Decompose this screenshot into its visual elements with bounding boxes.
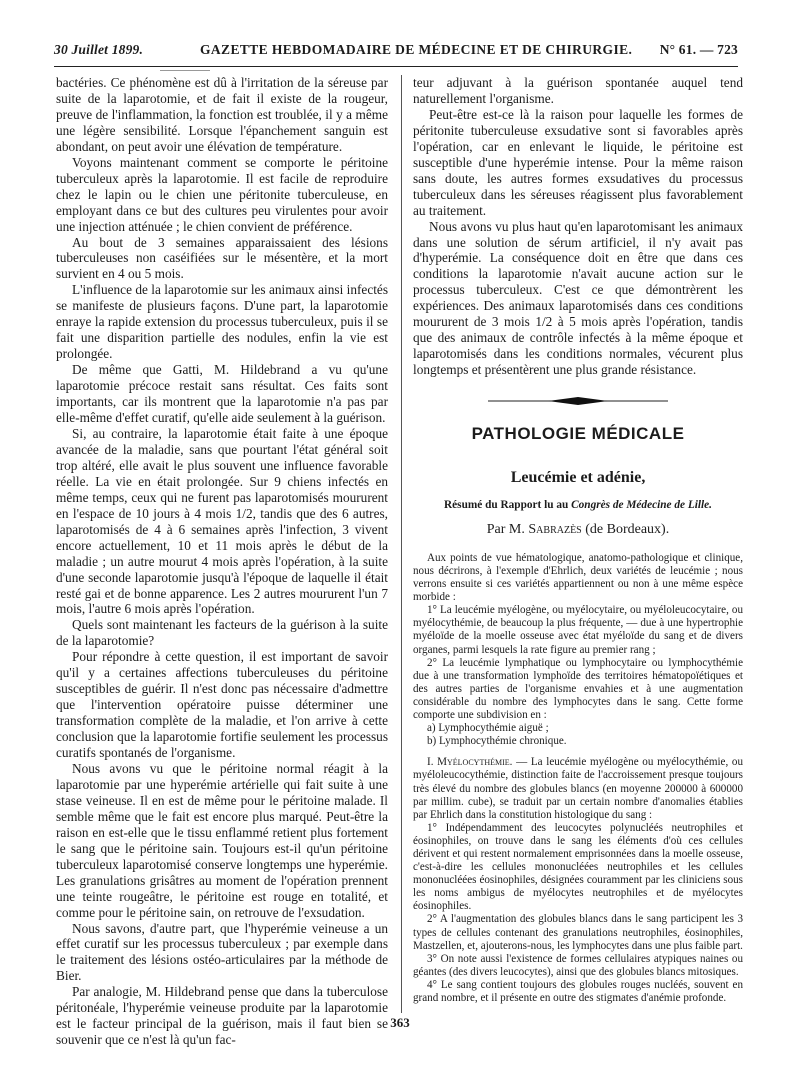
- paragraph: Nous savons, d'autre part, que l'hyperémie veineuse a un effet curatif sur les processus tuberculeux ; par exemple dans le traitement des lésions ostéo-articulaires par la méthode de Bier.: [56, 920, 388, 984]
- paragraph: De même que Gatti, M. Hildebrand a vu qu'une laparotomie précoce restait sans résultat. Ces faits sont importants, car ils montrent que la laparotomie n'a pas par elle-même d'effet curatif, qu'elle aide seulement à la guérison.: [56, 362, 388, 426]
- right-column: [413, 75, 743, 1013]
- running-header: [54, 42, 738, 62]
- journal-title: GAZETTE HEBDOMADAIRE DE MÉDECINE ET DE CHIRURGIE.: [200, 42, 633, 57]
- list-item: 1° La leucémie myélogène, ou myélocytaire, ou myéloleucocytaire, ou myélocythémie, de beaucoup la plus fréquente, — due à une hypertrophie myéloïde de la moelle osseuse avec état myéloïde du sang et de divers organes, parmi lesquels la rate figure au premier rang ;: [413, 604, 743, 656]
- list-item: 2° La leucémie lymphatique ou lymphocytaire ou lymphocythémie due à une transformation lymphoïde des territoires hématopoïétiques et des autres parties de l'organisme envahies et à une augmentation considérable du nombre des lymphocytes dans le sang. Cette forme comporte une subdivision en :: [413, 656, 743, 722]
- paragraph: teur adjuvant à la guérison spontanée auquel tend naturellement l'organisme.: [413, 75, 743, 106]
- list-item: 4° Le sang contient toujours des globules rouges nucléés, souvent en grand nombre, et il présente en outre des stigmates d'anémie profonde.: [413, 978, 743, 1005]
- paragraph: Nous avons vu plus haut qu'en laparotomisant les animaux dans une solution de sérum artificiel, il n'y avait pas d'hyperémie. La conséquence doit en être que dans ces conditions la laparotomie n'avait aucune action sur le processus tuberculeux. C'est ce que démontrèrent les expériences. Des animaux laparotomisés dans ces conditions moururent de 3 mois 1/2 à 5 mois après l'opération, tandis que des animaux de contrôle infectés à la même époque et laparotomisés dans les conditions normales, vécurent plus longtemps et présentèrent une plus grande résistance.: [413, 218, 743, 378]
- article-title: Leucémie et adénie,: [510, 469, 646, 487]
- paragraph: Peut-être est-ce là la raison pour laquelle les formes de péritonite tuberculeuse exsudative sont si favorables après l'opération, car en enlevant le liquide, le péritoine est susceptible d'une hyperémie intense. Pour la même raison sans doute, les autres formes exsudatives du processus tuberculeux dans les séreuses réagissent plus favorablement au traitement.: [413, 106, 743, 218]
- header-rule: [54, 66, 738, 67]
- article-body: [413, 552, 743, 1005]
- column-divider: [401, 75, 402, 1013]
- article-author: Par M. Sabrazès (de Bordeaux).: [486, 521, 670, 537]
- page-number: 363: [390, 1015, 410, 1030]
- list-item: 2° A l'augmentation des globules blancs dans le sang participent les 3 types de cellules contenant des granulations neutrophiles, éosinophiles, Mastzellen, et, ajouterons-nous, les lymphocytes dans une plus faible part.: [413, 913, 743, 952]
- paragraph: Pour répondre à cette question, il est important de savoir qu'il y a certaines affections tuberculeuses du péritoine susceptibles de guérir. Il n'est donc pas nécessaire d'admettre que l'intervention opératoire puisse déterminer une transformation complète de la maladie, et l'on arrive à cette conclusion que la laparotomie fortifie seulement les processus curatifs spontanés de l'organisme.: [56, 649, 388, 761]
- paragraph: Si, au contraire, la laparotomie était faite à une époque avancée de la maladie, sans que pourtant l'état général soit trop altéré, elle avait le plus souvent une influence favorable réelle. La vie en était prolongée. Sur 9 chiens infectés en même temps, ceux qui ne furent pas laparotomisés moururent en l'espace de 10 jours à 4 mois 1/2, tandis que des 6 autres, laparotomisés de 4 à 6 semaines après l'infection, 3 vivent encore actuellement, 10 et 11 mois après le début de la maladie ; un autre mourut 4 mois après l'opération, à la suite d'une seconde laparotomie jusqu'à l'époque de laquelle il était resté gai et de bonne apparence. Les 2 autres moururent l'un 7 mois, l'autre 6 mois après l'opération.: [56, 425, 388, 617]
- header-underline: [160, 70, 210, 71]
- paragraph: Nous avons vu que le péritoine normal réagit à la laparotomie par une hyperémie artérielle qui fait suite à une stase veineuse. Il en est de même pour le péritoine malade. Il semble même que le fait est encore plus marqué. Peut-être la raison en est-elle que le tissu enflammé retient plus fortement le sang que le péritoine sain. Toujours est-il qu'un péritoine tuberculeux laparotomisé conserve longtemps une hyperémie. Les granulations grisâtres au moment de l'opération prennent une teinte rougeâtre, le péritoine est rouge en totalité, et comme pour le péritoine sain, on retrouve de l'exsudation.: [56, 760, 388, 920]
- section-separator-ornament: [488, 394, 668, 408]
- paragraph: Au bout de 3 semaines apparaissaient des lésions tuberculeuses non caséifiées sur le mésentère, et la mort survient en 4 ou 5 mois.: [56, 234, 388, 282]
- left-column: [56, 75, 388, 1048]
- article-subtitle: Résumé du Rapport lu au Congrès de Médecine de Lille.: [444, 499, 712, 512]
- list-item: 3° On note aussi l'existence de formes cellulaires atypiques naines ou géantes (des divers leucocytes), ainsi que des globules blancs mitosiques.: [413, 952, 743, 978]
- paragraph: I. Myélocythémie. — La leucémie myélogène ou myélocythémie, ou myéloleucocythémie, distinction faite de l'accroissement presque toujours très élevé du nombre des globules blancs (en moyenne 200000 à 600000 par millim. cube), se traduit par un certain nombre d'anomalies établies par Ehrlich dans la constitution histologique du sang :: [413, 756, 743, 821]
- list-item: a) Lymphocythémie aiguë ;: [427, 722, 549, 735]
- list-item: 1° Indépendamment des leucocytes polynucléés neutrophiles et éosinophiles, on trouve dans le sang les éléments d'où ces cellules dérivent et qui restent normalement emprisonnées dans la moelle osseuse, c'est-à-dire les cellules mononucléées neutrophiles et les cellules mononucléées éosinophiles, désignées couramment par les cliniciens sous les noms ambigus de myélocytes neutrophiles et de myélocytes éosinophiles.: [413, 821, 743, 913]
- paragraph: bactéries. Ce phénomène est dû à l'irritation de la séreuse par suite de la laparotomie, et de fait il existe de la rougeur, preuve de l'inflammation, la fonction est troublée, il y a même une légère sensibilité. Lorsque l'épanchement sanguin est abondant, on peut avoir une élévation de température.: [56, 75, 388, 154]
- issue-date: 30 Juillet 1899.: [54, 42, 144, 57]
- paragraph: L'influence de la laparotomie sur les animaux ainsi infectés se manifeste de plusieurs façons. D'une part, la laparotomie enraye la rapide extension du processus tuberculeux, puis il se fait une disparition partielle des nodules, enfin la vie est prolongée.: [56, 282, 388, 362]
- paragraph: Quels sont maintenant les facteurs de la guérison à la suite de la laparotomie?: [56, 617, 388, 649]
- section-heading: PATHOLOGIE MÉDICALE: [471, 424, 685, 444]
- list-item: b) Lymphocythémie chronique.: [427, 735, 567, 748]
- paragraph: Par analogie, M. Hildebrand pense que dans la tuberculose péritonéale, l'hyperémie veineuse produite par la laparotomie est le facteur principal de la guérison, mais il faut bien se souvenir que ce n'est là qu'un fac-: [56, 984, 388, 1048]
- issue-number: N° 61. — 723: [659, 42, 738, 57]
- paragraph: Voyons maintenant comment se comporte le péritoine tuberculeux après la laparotomie. Il est facile de reproduire chez le lapin ou le chien une péritonite tuberculeuse, en employant dans ce but des cultures peu virulentes pour avoir une injection atténuée ; le chien convient de préférence.: [56, 154, 388, 234]
- paragraph: Aux points de vue hématologique, anatomo-pathologique et clinique, nous décrirons, à l'exemple d'Ehrlich, deux variétés de leucémie ; nous verrons ensuite si ces variétés appartiennent ou non à une même espèce morbide :: [413, 551, 743, 604]
